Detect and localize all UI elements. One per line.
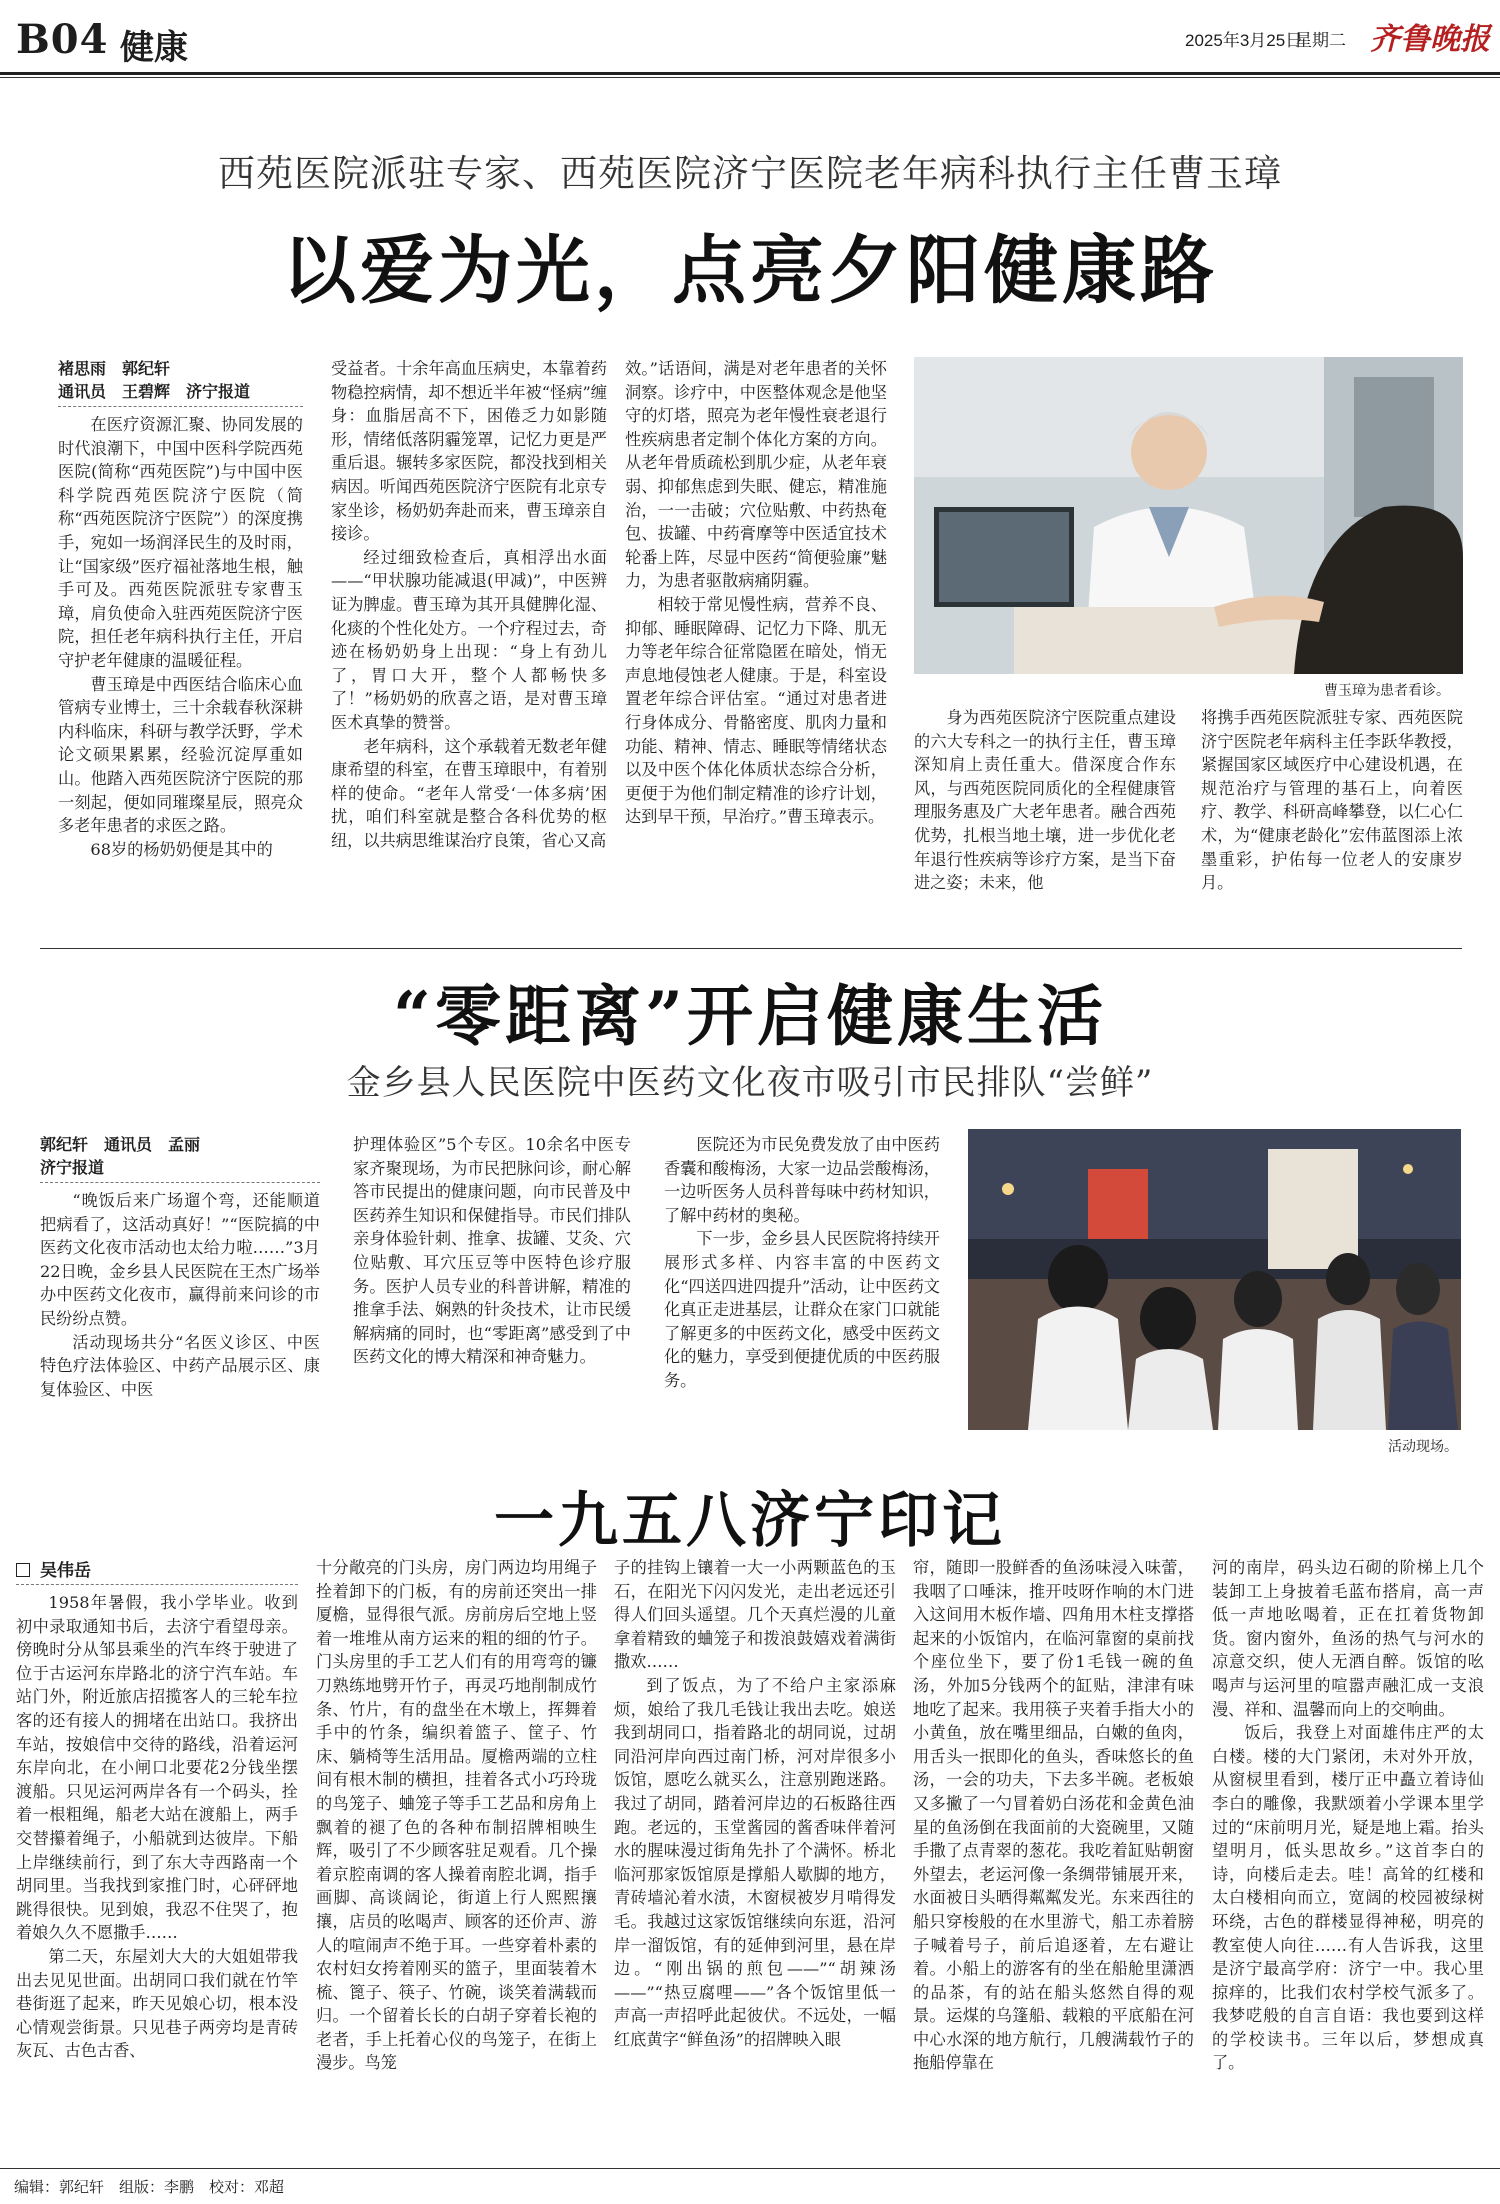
article2-column-3 [664, 1133, 940, 1393]
newspaper-logo: 齐鲁晚报 [1370, 22, 1490, 57]
paragraph: 活动现场共分“名医义诊区、中医特色疗法体验区、中药产品展示区、康复体验区、中医 [40, 1332, 320, 1399]
doctor-consultation-image [914, 357, 1463, 674]
byline-correspondent: 通讯员 王碧辉 济宁报道 [58, 382, 251, 401]
paragraph: 第二天，东屋刘大大的大姐姐带我出去见见世面。出胡同口我们就在竹竿巷街逛了起来，昨天见娘心切，根本没心情观尝街景。只见巷子两旁均是青砖灰瓦、古色古香、 [16, 1946, 298, 2061]
article1-photo-caption: 曹玉璋为患者看诊。 [1324, 683, 1450, 699]
byline-divider [16, 1584, 298, 1585]
article1-subtitle: 西苑医院派驻专家、西苑医院济宁医院老年病科执行主任曹玉璋 [218, 152, 1282, 195]
section-name: 健康 [120, 28, 188, 68]
paragraph: “晚饭后来广场遛个弯，还能顺道把病看了，这活动真好！”“医院搞的中医药文化夜市活动也太给力啦……”3月22日晚，金乡县人民医院在王杰广场举办中医药文化夜市，赢得前来问诊的市民纷纷点赞。 [40, 1191, 320, 1328]
article2-photo [968, 1129, 1461, 1430]
paragraph: 到了饭点，为了不给户主家添麻烦，娘给了我几毛钱让我出去吃。娘送我到胡同口，指着路北的胡同说，过胡同沿河岸向西过南门桥，河对岸很多小饭馆，愿吃么就买么，注意别跑迷路。我过了胡同，踏着河岸边的石板路往西跑。老远的，玉堂酱园的酱香味伴着河水的腥味漫过街角先扑了个满怀。桥北临河那家饭馆原是撑船人歇脚的地方，青砖墙沁着水渍，木窗棂被岁月啃得发毛。我越过这家饭馆继续向东逛，沿河岸一溜饭馆，有的延伸到河里，悬在岸边。“刚出锅的煎包——”“胡辣汤——”“热豆腐哩——”各个饭馆里低一声高一声招呼此起彼伏。不远处，一幅红底黄字“鲜鱼汤”的招牌映入眼 [614, 1675, 896, 2049]
header-rule [0, 72, 1500, 75]
section-divider [40, 948, 1462, 949]
article2-subtitle: 金乡县人民医院中医药文化夜市吸引市民排队“尝鲜” [346, 1063, 1154, 1103]
paragraph: 河的南岸，码头边石砌的阶梯上几个装卸工上身披着毛蓝布搭肩，高一声低一声地吆喝着，正在扛着货物卸货。窗内窗外，鱼汤的热气与河水的凉意交织，使人无酒自醉。饭馆的吆喝声与运河里的喧嚣声融汇成一支浪漫、祥和、温馨而向上的交响曲。 [1212, 1558, 1484, 1719]
article3-author-line [16, 1556, 298, 1581]
night-market-image [968, 1129, 1461, 1430]
paragraph: 效。”话语间，满是对老年患者的关怀洞察。诊疗中，中医整体观念是他坚守的灯塔，照亮为老年慢性衰老退行性疾病患者定制个体化方案的方向。从老年骨质疏松到肌少症，从老年衰弱、抑郁焦虑到失眠、健忘，精准施治，一一击破；穴位贴敷、中药热奄包、拔罐、中药膏摩等中医适宜技术轮番上阵，尽显中医药“简便验廉”魅力，为患者驱散病痛阴霾。 [625, 359, 887, 591]
paragraph: 帘，随即一股鲜香的鱼汤味浸入味蕾，我咽了口唾沫，推开吱呀作响的木门进入这间用木板作墙、四角用木柱支撑搭起来的小饭馆内，在临河靠窗的桌前找个座位坐下，要了份1毛钱一碗的鱼汤，外加5分钱两个的缸贴，津津有味地吃了起来。我用筷子夹着手指大小的小黄鱼，放在嘴里细品，白嫩的鱼肉，用舌头一抿即化的鱼头，香味悠长的鱼汤，一会的功夫，下去多半碗。老板娘又多撇了一勺冒着奶白汤花和金黄色油星的鱼汤倒在我面前的大瓷碗里，又随手撒了点青翠的葱花。我吃着缸贴朝窗外望去，老运河像一条绸带铺展开来，水面被日头晒得粼粼发光。东来西往的船只穿梭般的在水里游弋，船工赤着膀子喊着号子，前后追逐着，左右避让着。小船上的游客有的坐在船舱里潇洒的品茶，有的站在船头悠然自得的观景。运煤的乌篷船、载粮的平底船在河中心水深的地方航行，几艘满载竹子的拖船停靠在 [913, 1558, 1194, 2073]
article3-column-1 [16, 1556, 298, 2063]
article2-byline [40, 1133, 320, 1179]
paragraph: 经过细致检查后，真相浮出水面——“甲状腺功能减退(甲减)”，中医辨证为脾虚。曹玉璋为其开具健脾化湿、化痰的个性化处方。一个疗程过去，奇迹在杨奶奶身上出现：“身上有劲儿了，胃口大开，整个人都畅快多了！”杨奶奶的欣喜之语，是对曹玉璋医术真挚的赞誉。 [331, 547, 607, 732]
article1-title: 以爱为光，点亮夕阳健康路 [282, 228, 1218, 314]
article2-photo-caption: 活动现场。 [1388, 1439, 1458, 1455]
article1-photo [914, 357, 1463, 674]
byline-divider [40, 1182, 320, 1183]
paragraph: 相较于常见慢性病，营养不良、抑郁、睡眠障碍、记忆力下降、肌无力等老年综合征常隐匿在暗处，悄无声息地侵蚀老人健康。于是，科室设置老年综合评估室。“通过对患者进行身体成分、骨骼密度、肌肉力量和功能、精神、情志、睡眠等情绪状态以及中医个体化体质状态综合分析，更便于为他们制定精准的诊疗计划，达到早干预，早治疗。”曹玉璋表示。 [625, 594, 887, 827]
issue-date: 2025年3月25日 [1185, 31, 1303, 50]
page-code: B04 [16, 16, 109, 63]
issue-weekday: 星期二 [1295, 31, 1346, 51]
article2-column-2 [353, 1133, 631, 1369]
article3-column-4 [913, 1556, 1194, 2075]
article3-column-5 [1212, 1556, 1484, 2075]
article1-column-2 [331, 357, 607, 852]
byline-divider [58, 406, 303, 407]
paragraph: 下一步，金乡县人民医院将持续开展形式多样、内容丰富的中医药文化“四送四进四提升”活动，让中医药文化真正走进基层，让群众在家门口就能了解更多的中医药文化，感受中医药文化的魅力，享受到便捷优质的中医药服务。 [664, 1229, 940, 1390]
article1-column-3 [625, 357, 887, 829]
byline-authors: 褚思雨 郭纪轩 [58, 359, 171, 378]
paragraph: 68岁的杨奶奶便是其中的 [90, 839, 273, 859]
article1-byline [58, 357, 303, 403]
article1-column-5 [1201, 706, 1463, 895]
paragraph: 在医疗资源汇聚、协同发展的时代浪潮下，中国中医科学院西苑医院(简称“西苑医院”)与中国中医科学院西苑医院济宁医院（简称“西苑医院济宁医院”）的深度携手，宛如一场润泽民生的及时雨，让“国家级”医疗福祉落地生根，触手可及。西苑医院派驻专家曹玉璋，肩负使命入驻西苑医院济宁医院，担任老年病科执行主任，开启守护老年健康的温暖征程。 [58, 415, 303, 670]
article3-column-3 [614, 1556, 896, 2051]
paragraph: 饭后，我登上对面雄伟庄严的太白楼。楼的大门紧闭，未对外开放，从窗棂里看到，楼厅正中矗立着诗仙李白的雕像，我默颂着小学课本里学过的“床前明月光，疑是地上霜。抬头望明月，低头思故乡。”这首李白的诗，向楼后走去。哇！高耸的红楼和太白楼相向而立，宽阔的校园被绿树环绕，古色的群楼显得神秘，明亮的教室使人向往……有人告诉我，这里是济宁最高学府：济宁一中。我心里掠痒的，比我们农村学校气派多了。我梦呓般的自言自语：我也要到这样的学校读书。三年以后，梦想成真了。 [1212, 1723, 1484, 2073]
article2-title: “零距离”开启健康生活 [393, 977, 1107, 1055]
article3-author: 吴伟岳 [40, 1561, 91, 1581]
article2-column-1 [40, 1133, 320, 1401]
paragraph: 受益者。十余年高血压病史，本靠着药物稳控病情，却不想近半年被“怪病”缠身：血脂居高不下，困倦乏力如影随形，情绪低落阴霾笼罩，记忆力更是严重后退。辗转多家医院，都没找到相关病因。听闻西苑医院济宁医院有北京专家坐诊，杨奶奶奔赴而来，曹玉璋亲自接诊。 [331, 359, 607, 544]
paragraph: 护理体验区”5个专区。10余名中医专家齐聚现场，为市民把脉问诊，耐心解答市民提出的健康问题，向市民普及中医药养生知识和保健指导。市民们排队亲身体验针刺、推拿、拔罐、艾灸、穴位贴敷、耳穴压豆等中医特色诊疗服务。医护人员专业的科普讲解，精准的推拿手法、娴熟的针灸技术，让市民缓解病痛的同时，也“零距离”感受到了中医药文化的博大精深和神奇魅力。 [353, 1135, 631, 1367]
article1-column-1 [58, 357, 303, 861]
header-rule-thin [0, 77, 1500, 78]
square-box-icon [16, 1563, 30, 1577]
footer-credits: 编辑：郭纪轩 组版：李鹏 校对：邓超 [14, 2178, 285, 2196]
footer-rule [0, 2168, 1500, 2169]
paragraph: 十分敞亮的门头房，房门两边均用绳子拴着卸下的门板，有的房前还突出一排厦檐，显得很气派。房前房后空地上竖着一堆堆从南方运来的粗的细的竹子。门头房里的手工艺人们有的用弯弯的镰刀熟练地劈开竹子，再灵巧地削制成竹条、竹片，有的盘坐在木墩上，挥舞着手中的竹条，编织着篮子、筐子、竹床、躺椅等生活用品。厦檐两端的立柱间有根木制的横担，挂着各式小巧玲珑的鸟笼子、蛐笼子等手工艺品和房角上飘着的褪了色的各种布制招牌相映生辉，吸引了不少顾客驻足观看。几个操着京腔南调的客人操着南腔北调，指手画脚、高谈阔论，街道上行人熙熙攘攘，店员的吆喝声、顾客的还价声、游人的喧闹声不绝于耳。一些穿着朴素的农村妇女挎着刚买的篮子，里面装着木梳、篦子、筷子、竹碗，谈笑着满载而归。一个留着长长的白胡子穿着长袍的老者，手上托着心仪的鸟笼子，在街上漫步。鸟笼 [316, 1558, 597, 2073]
paragraph: 1958年暑假，我小学毕业。收到初中录取通知书后，去济宁看望母亲。傍晚时分从邹县乘坐的汽车终于驶进了位于古运河东岸路北的济宁汽车站。车站门外，附近旅店招揽客人的三轮车拉客的还有接人的拥堵在出站口。我挤出车站，按娘信中交待的路线，沿着运河东岸向北，在小闸口北要花2分钱坐摆渡船。只见运河两岸各有一个码头，拴着一根粗绳，船老大站在渡船上，两手交替攥着绳子，小船就到达彼岸。下船上岸继续前行，到了东大寺西路南一个胡同里。当我找到家推门时，心砰砰地跳得很快。见到娘，我忍不住哭了，抱着娘久久不愿撒手…… [16, 1593, 298, 1943]
paragraph: 身为西苑医院济宁医院重点建设的六大专科之一的执行主任，曹玉璋深知肩上责任重大。借深度合作东风，与西苑医院同质化的全程健康管理服务惠及广大老年患者。融合西苑优势，扎根当地土壤，进一步优化老年退行性疾病等诊疗方案，是当下奋进之姿；未来，他 [914, 708, 1176, 893]
article3-column-2 [316, 1556, 597, 2075]
paragraph: 将携手西苑医院派驻专家、西苑医院济宁医院老年病科主任李跃华教授，紧握国家区域医疗中心建设机遇，在规范治疗与管理的基石上，向着医疗、教学、科研高峰攀登，以仁心仁术，为“健康老龄化”宏伟蓝图添上浓墨重彩，护佑每一位老人的安康岁月。 [1201, 708, 1463, 893]
article1-column-4 [914, 706, 1176, 895]
paragraph: 子的挂钩上镶着一大一小两颗蓝色的玉石，在阳光下闪闪发光，走出老远还引得人们回头遥望。几个天真烂漫的儿童拿着精致的蛐笼子和拨浪鼓嬉戏着满街撒欢…… [614, 1558, 896, 1672]
paragraph: 曹玉璋是中西医结合临床心血管病专业博士，三十余载春秋深耕内科临床，科研与教学沃野，学术论文硕果累累，经验沉淀厚重如山。他踏入西苑医院济宁医院的那一刻起，便如同璀璨星辰，照亮众多老年患者的求医之路。 [58, 674, 303, 836]
byline-correspondent: 济宁报道 [40, 1158, 105, 1177]
paragraph: 医院还为市民免费发放了由中医药香囊和酸梅汤，大家一边品尝酸梅汤，一边听医务人员科普每味中药材知识，了解中药材的奥秘。 [664, 1135, 940, 1225]
paragraph: 老年病科，这个承载着无数老年健康希望的科室，在曹玉璋眼中，有着别样的使命。“老年人常受‘一体多病’困扰，咱们科室就是整合各科优势的枢纽，以共病思维谋治疗良策，省心又高 [331, 736, 607, 850]
article3-title: 一九五八济宁印记 [494, 1486, 1006, 1556]
byline-authors: 郭纪轩 通讯员 孟丽 [40, 1135, 201, 1154]
